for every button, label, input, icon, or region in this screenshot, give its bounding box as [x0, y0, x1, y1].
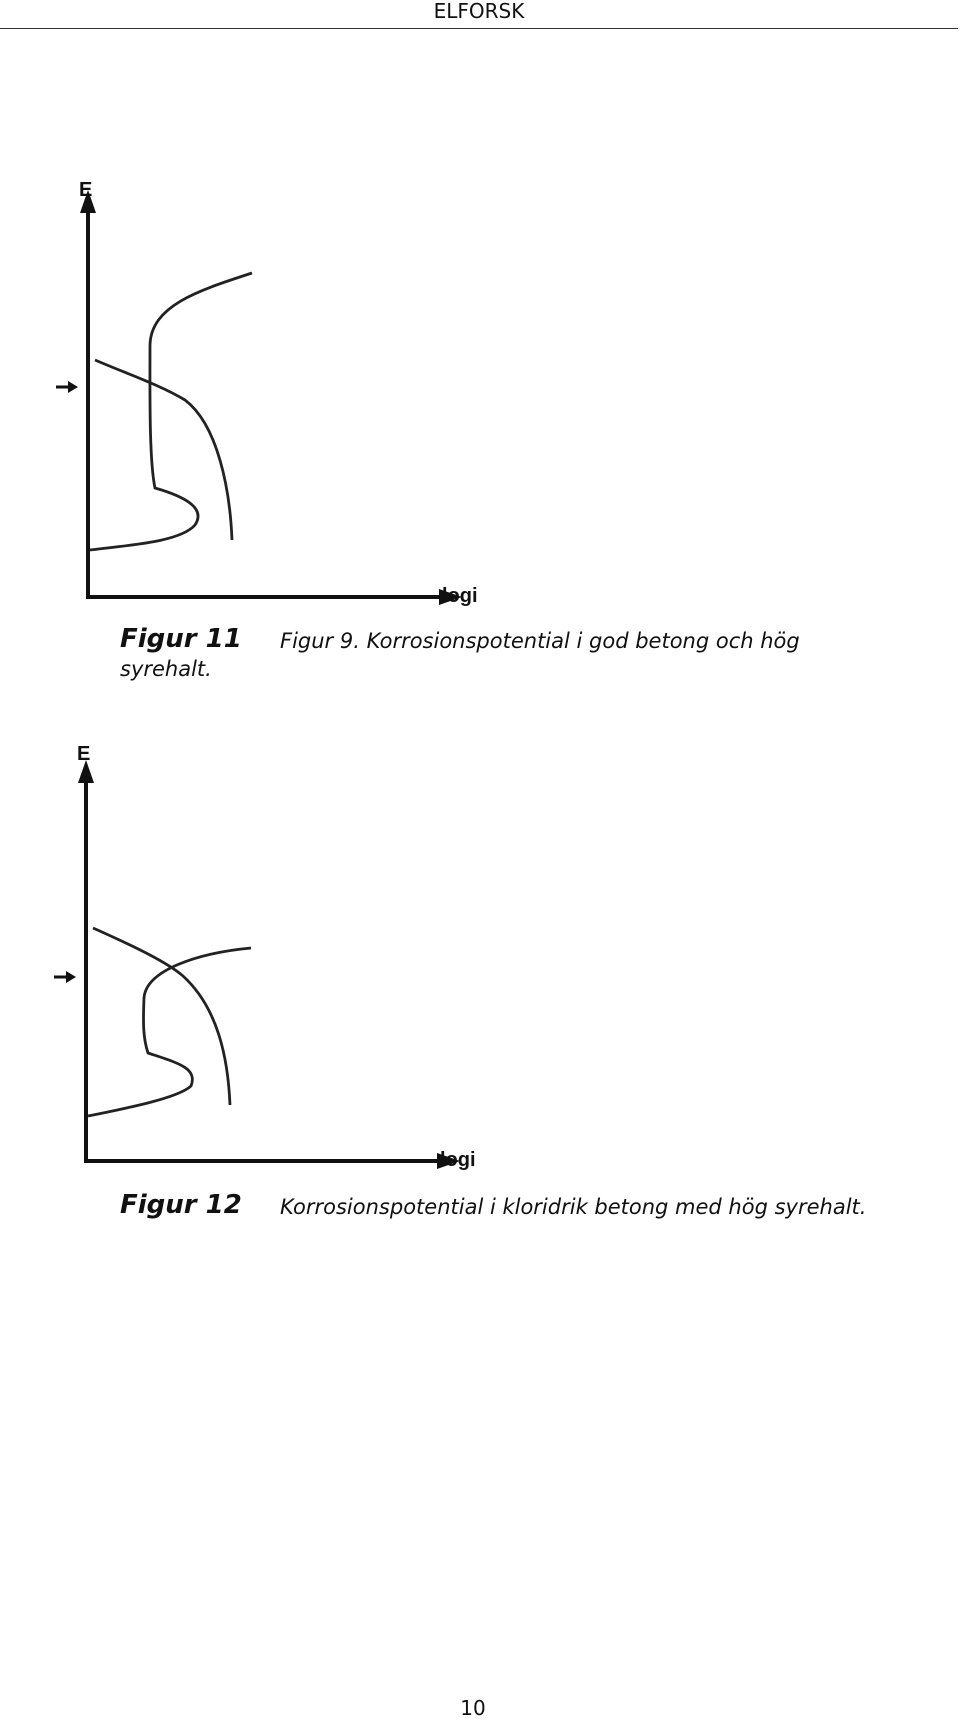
potential-marker-arrowhead — [66, 971, 76, 983]
x-axis-label: logi — [442, 585, 478, 607]
figure-12-caption-text: Korrosionspotential i kloridrik betong med hög syrehalt. — [280, 1195, 867, 1219]
cathodic-polarization-curve — [95, 360, 232, 540]
y-axis-label: E — [79, 179, 93, 201]
x-axis-label: logi — [440, 1149, 476, 1171]
page-number: 10 — [460, 1696, 486, 1720]
potential-marker-arrowhead — [68, 381, 78, 393]
figure-11-svg — [40, 180, 500, 620]
figure-12-diagram — [38, 743, 498, 1178]
figure-12-svg — [38, 743, 498, 1178]
header-title: ELFORSK — [433, 0, 525, 23]
figure-11-caption-continuation: syrehalt. — [120, 657, 212, 681]
y-axis-label: E — [77, 743, 91, 765]
figure-11-caption-label: Figur 11 — [120, 624, 242, 654]
figure-12-caption-label: Figur 12 — [120, 1190, 242, 1220]
page-header — [0, 0, 958, 29]
figure-11-diagram — [40, 180, 500, 620]
anodic-polarization-curve — [88, 948, 251, 1116]
anodic-polarization-curve — [90, 273, 252, 550]
figure-11-caption-text: Figur 9. Korrosionspotential i god betong och hög — [280, 629, 800, 653]
